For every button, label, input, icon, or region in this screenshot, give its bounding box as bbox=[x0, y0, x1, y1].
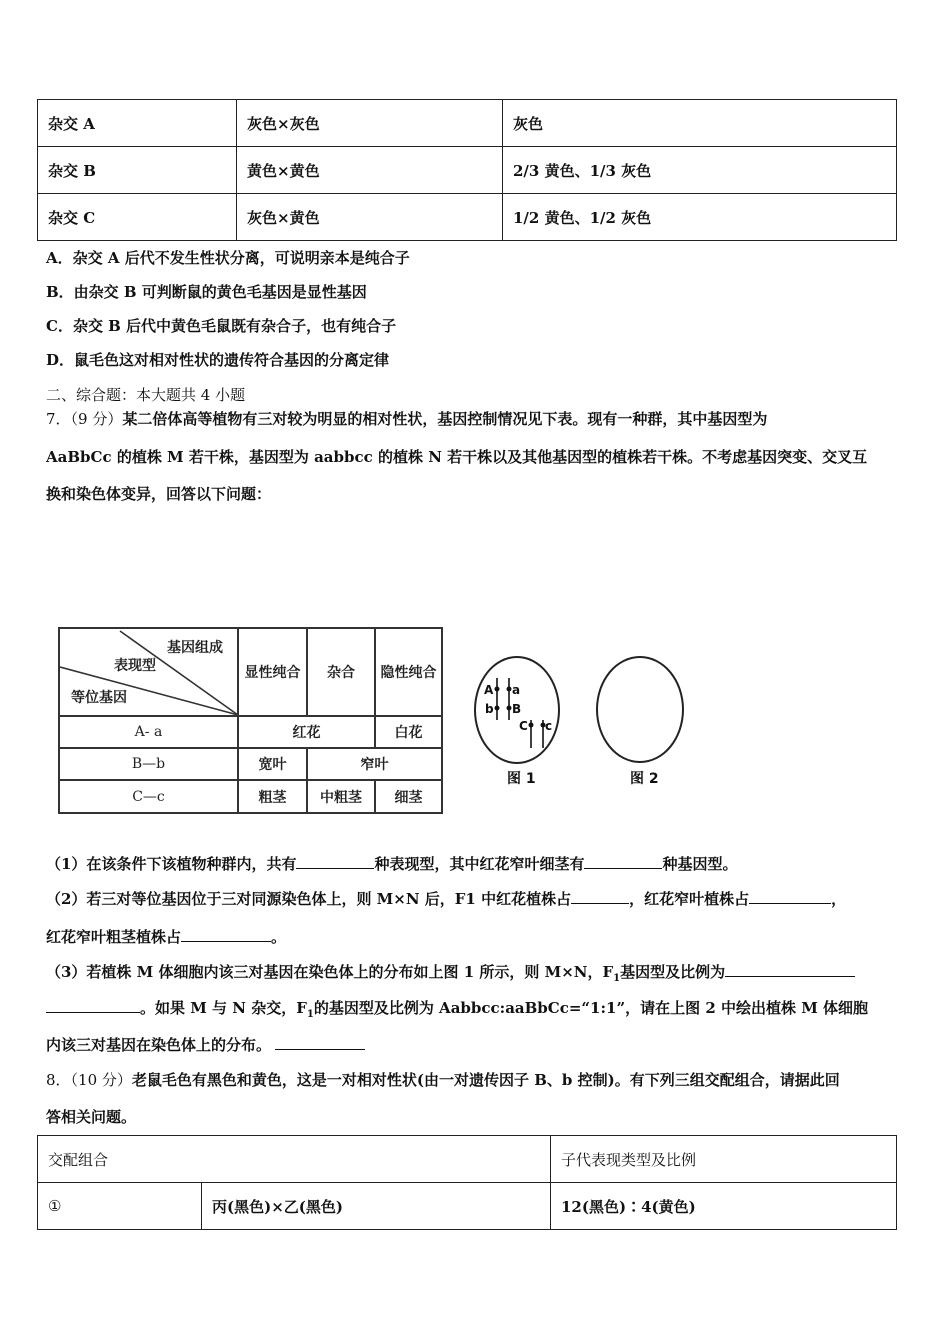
q8-stem-line2: 答相关问题。 bbox=[46, 1108, 137, 1126]
q7-stem-line3: 换和染色体变异，回答以下问题： bbox=[46, 485, 272, 503]
table-row bbox=[38, 100, 897, 147]
table-row bbox=[38, 194, 897, 241]
q7-stem-line2: AaBbCc 的植株 M 若干株，基因型为 aabbcc 的植株 N 若干株以及其他基因型的植株若干株。不考虑基因突变、交叉互 bbox=[46, 448, 868, 466]
q7-sub3: （3）若植株 M 体细胞内该三对基因在染色体上的分布如上图 1 所示，则 M×N，$F_1$基因型及比例为 bbox=[46, 961, 855, 984]
corner-label-allele: 等位基因 bbox=[71, 690, 127, 706]
figure1-label: 图 1 bbox=[507, 771, 536, 787]
answer-blank[interactable] bbox=[181, 927, 271, 942]
gene-label-C: C bbox=[519, 719, 528, 733]
table-cell: ① bbox=[38, 1183, 202, 1230]
option-c: C．杂交 B 后代中黄色毛鼠既有杂合子，也有纯合子 bbox=[46, 317, 397, 335]
allele-b: B—b bbox=[131, 756, 166, 772]
table-row bbox=[38, 1183, 897, 1230]
header-cell: 交配组合 bbox=[38, 1136, 551, 1183]
trait-medium-stem: 中粗茎 bbox=[320, 789, 362, 806]
q7-stem-text: 某二倍体高等植物有三对较为明显的相对性状，基因控制情况见下表。现有一种群，其中基因型为 bbox=[122, 410, 768, 428]
gene-control-table-figure bbox=[58, 627, 443, 814]
table-cell: 杂交 A bbox=[38, 100, 237, 147]
gene-label-a: a bbox=[512, 683, 521, 697]
gene-label-A: A bbox=[484, 683, 494, 697]
gene-label-B: B bbox=[512, 702, 522, 716]
answer-blank[interactable] bbox=[46, 998, 140, 1013]
q7-sub3-line2: 。如果 M 与 N 杂交，$F_1$的基因型及比例为 Aabbcc:aaBbCc=“1:1”，请在上图 2 中绘出植株 M 体细胞 bbox=[46, 997, 868, 1020]
option-d: D．鼠毛色这对相对性状的遗传符合基因的分离定律 bbox=[46, 351, 390, 369]
table-cell: 灰色×灰色 bbox=[237, 100, 503, 147]
q7-sub2-line2: 红花窄叶粗茎植株占 。 bbox=[46, 928, 287, 946]
answer-blank[interactable] bbox=[296, 854, 374, 869]
table-row bbox=[38, 147, 897, 194]
table-cell: 黄色×黄色 bbox=[237, 147, 503, 194]
allele-a: A- a bbox=[134, 724, 163, 740]
table-cell: 灰色 bbox=[503, 100, 897, 147]
header-cell: 子代表现类型及比例 bbox=[551, 1136, 897, 1183]
answer-blank[interactable] bbox=[584, 854, 662, 869]
table-row bbox=[38, 1136, 897, 1183]
section-heading: 二、综合题：本大题共 4 小题 bbox=[46, 386, 246, 404]
trait-thin-stem: 细茎 bbox=[394, 789, 423, 806]
answer-blank[interactable] bbox=[725, 962, 855, 977]
q7-sub2: （2）若三对等位基因位于三对同源染色体上，则 M×N 后，F1 中红花植株占 ，红花窄叶植株占 ， bbox=[46, 890, 847, 908]
trait-red-flower: 红花 bbox=[292, 725, 321, 741]
header-dominant-homozygous: 显性纯合 bbox=[244, 665, 301, 681]
trait-narrow-leaf: 窄叶 bbox=[360, 757, 389, 773]
corner-label-genotype: 基因组成 bbox=[167, 640, 223, 656]
option-a: A．杂交 A 后代不发生性状分离，可说明亲本是纯合子 bbox=[46, 249, 410, 267]
allele-c: C—c bbox=[132, 788, 165, 805]
table-cell: 丙(黑色)×乙(黑色) bbox=[202, 1183, 551, 1230]
answer-blank[interactable] bbox=[571, 889, 629, 904]
corner-label-phenotype: 表现型 bbox=[114, 658, 156, 674]
table-cell: 灰色×黄色 bbox=[237, 194, 503, 241]
table-cell: 杂交 B bbox=[38, 147, 237, 194]
q7-sub1: （1）在该条件下该植物种群内，共有 种表现型，其中红花窄叶细茎有 种基因型。 bbox=[46, 855, 738, 873]
trait-white-flower: 白花 bbox=[394, 725, 423, 741]
figure2-label: 图 2 bbox=[630, 771, 659, 787]
mating-combinations-table bbox=[37, 1135, 897, 1230]
table-cell: 1/2 黄色、1/2 灰色 bbox=[503, 194, 897, 241]
question-number: 7．（9 分） bbox=[46, 410, 123, 428]
table-cell: 2/3 黄色、1/3 灰色 bbox=[503, 147, 897, 194]
table-cell: 杂交 C bbox=[38, 194, 237, 241]
cross-results-table bbox=[37, 99, 897, 241]
q8-stem-line1 bbox=[46, 1069, 840, 1090]
gene-label-b: b bbox=[485, 702, 494, 716]
option-b: B．由杂交 B 可判断鼠的黄色毛基因是显性基因 bbox=[46, 283, 367, 301]
figure2-cell bbox=[596, 656, 684, 763]
q7-stem-line1 bbox=[46, 408, 767, 429]
table-cell: 12(黑色)∶4(黄色) bbox=[551, 1183, 897, 1230]
header-heterozygous: 杂合 bbox=[327, 665, 355, 681]
gene-label-c: c bbox=[545, 719, 553, 733]
trait-thick-stem: 粗茎 bbox=[258, 789, 287, 806]
answer-blank[interactable] bbox=[275, 1035, 365, 1050]
q7-sub3-line3: 内该三对基因在染色体上的分布。 bbox=[46, 1034, 365, 1055]
q8-stem-text: 老鼠毛色有黑色和黄色，这是一对相对性状(由一对遗传因子 B、b 控制)。有下列三组交配组合，请据此回 bbox=[131, 1071, 840, 1089]
answer-blank[interactable] bbox=[749, 889, 831, 904]
question-number: 8．（10 分） bbox=[46, 1071, 132, 1089]
header-recessive-homozygous: 隐性纯合 bbox=[380, 665, 437, 681]
trait-broad-leaf: 宽叶 bbox=[258, 757, 287, 773]
